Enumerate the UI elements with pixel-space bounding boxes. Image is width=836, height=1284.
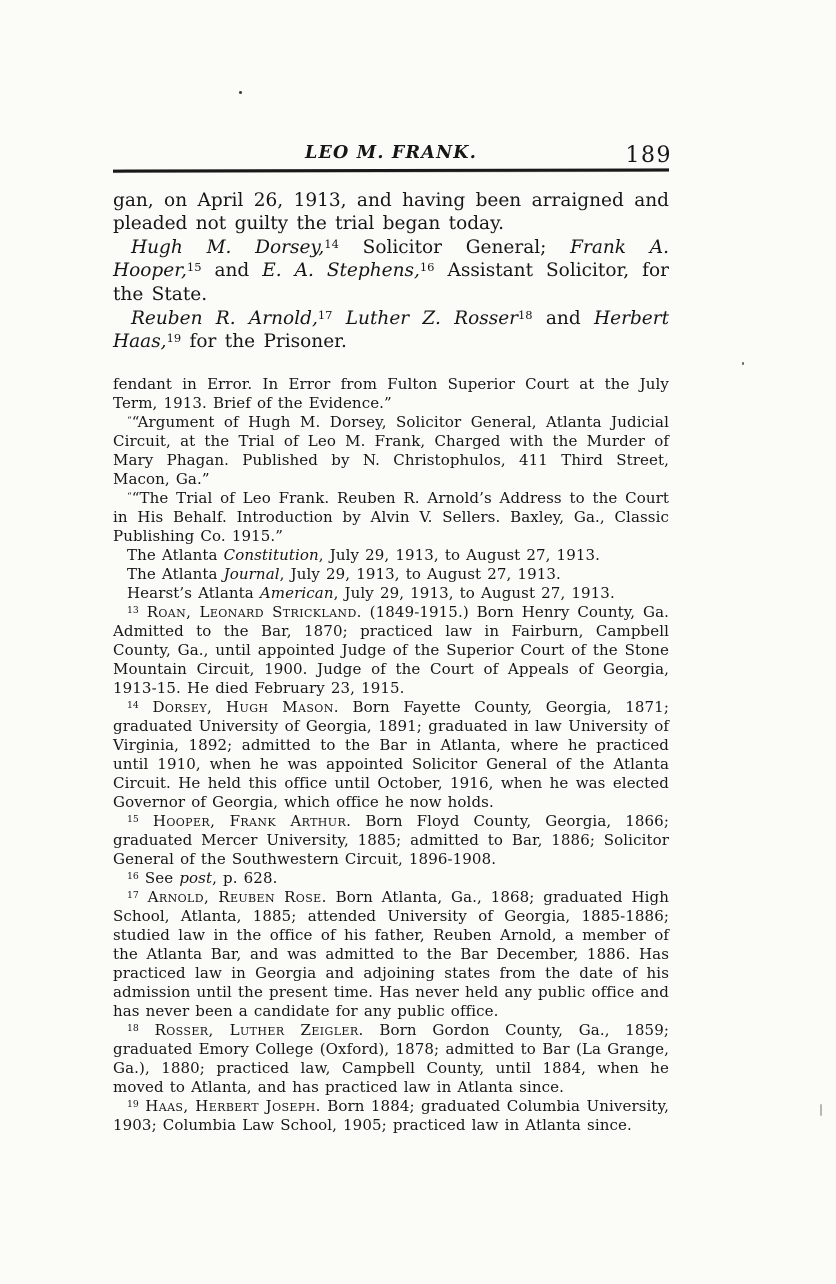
running-title: LEO M. FRANK. [305, 143, 477, 163]
footnote-paragraph-2: ““Argument of Hugh M. Dorsey, Solicitor General, Atlanta Judicial Circuit, at the Trial of Leo M. Frank, Charged with the Murder of Mary Phagan. Published by N. Christophulos, 411 Third Street, Macon, Ga.” [113, 412, 669, 488]
header-rule [113, 168, 669, 172]
body-paragraph-2: Hugh M. Dorsey,$^{14}$ Solicitor General; Frank A. Hooper,$^{15}$ and E. A. Stephens,$^{16}$ Assistant Solicitor, for the State. [113, 236, 669, 305]
text-column [113, 0, 672, 1135]
footnote-paragraph-9: $^{15}$ Hooper, Frank Arthur. Born Floyd County, Georgia, 1866; graduated Mercer University, 1885; admitted to Bar, 1886; Solicitor General of the Southwestern Circuit, 1896-1908. [113, 811, 669, 868]
footnote-paragraph-5: The Atlanta Journal, July 29, 1913, to August 27, 1913. [127, 564, 561, 583]
scan-speck [742, 362, 744, 365]
footnotes [113, 375, 669, 1135]
main-text [113, 189, 669, 354]
footnote-paragraph-3: ““The Trial of Leo Frank. Reuben R. Arnold’s Address to the Court in His Behalf. Introduction by Alvin V. Sellers. Baxley, Ga., Classic Publishing Co. 1915.” [113, 488, 669, 545]
footnote-paragraph-7: $^{13}$ Roan, Leonard Strickland. (1849-1915.) Born Henry County, Ga. Admitted to the Bar, 1870; practiced law in Fairburn, Campbell County, Ga., until appointed Judge of the Superior Court of the Stone Mountain Circuit, 1900. Judge of the Court of Appeals of Georgia, 1913-15. He died February 23, 1915. [113, 602, 669, 697]
body-paragraph-1: gan, on April 26, 1913, and having been arraigned and pleaded not guilty the trial began today. [113, 189, 669, 235]
body-paragraph-3: Reuben R. Arnold,$^{17}$ Luther Z. Rosser$^{18}$ and Herbert Haas,$^{19}$ for the Prisoner. [113, 307, 670, 353]
footnote-paragraph-8: $^{14}$ Dorsey, Hugh Mason. Born Fayette County, Georgia, 1871; graduated University of Georgia, 1891; graduated in law University of Virginia, 1892; admitted to the Bar in Atlanta, where he practiced until 1910, when he was appointed Solicitor General of the Atlanta Circuit. He held this office until October, 1916, when he was elected Governor of Georgia, which office he now holds. [113, 697, 669, 811]
footnote-paragraph-13: $^{19}$ Haas, Herbert Joseph. Born 1884; graduated Columbia University, 1903; Columbia Law School, 1905; practiced law in Atlanta since. [113, 1096, 669, 1134]
footnote-paragraph-12: $^{18}$ Rosser, Luther Zeigler. Born Gordon County, Ga., 1859; graduated Emory College (Oxford), 1878; admitted to Bar (La Grange, Ga.), 1880; practiced law, Campbell County, until 1884, when he moved to Atlanta, and has practiced law in Atlanta since. [113, 1020, 669, 1096]
footnote-paragraph-10: $^{16}$ See post, p. 628. [127, 868, 278, 887]
footnote-paragraph-11: $^{17}$ Arnold, Reuben Rose. Born Atlanta, Ga., 1868; graduated High School, Atlanta, 1885; attended University of Georgia, 1885-1886; studied law in the office of his father, Reuben Arnold, a member of the Atlanta Bar, and was admitted to the Bar December, 1886. Has practiced law in Georgia and adjoining states from the date of his admission until the present time. Has never held any public office and has never been a candidate for any public office. [113, 887, 669, 1020]
scan-speck [820, 1104, 822, 1116]
page-header [113, 130, 672, 168]
footnote-paragraph-4: The Atlanta Constitution, July 29, 1913, to August 27, 1913. [127, 545, 600, 564]
footnote-paragraph-1: fendant in Error. In Error from Fulton Superior Court at the July Term, 1913. Brief of the Evidence.” [113, 374, 669, 412]
footnote-paragraph-6: Hearst’s Atlanta American, July 29, 1913, to August 27, 1913. [127, 583, 615, 602]
page-number: 189 [625, 143, 672, 168]
